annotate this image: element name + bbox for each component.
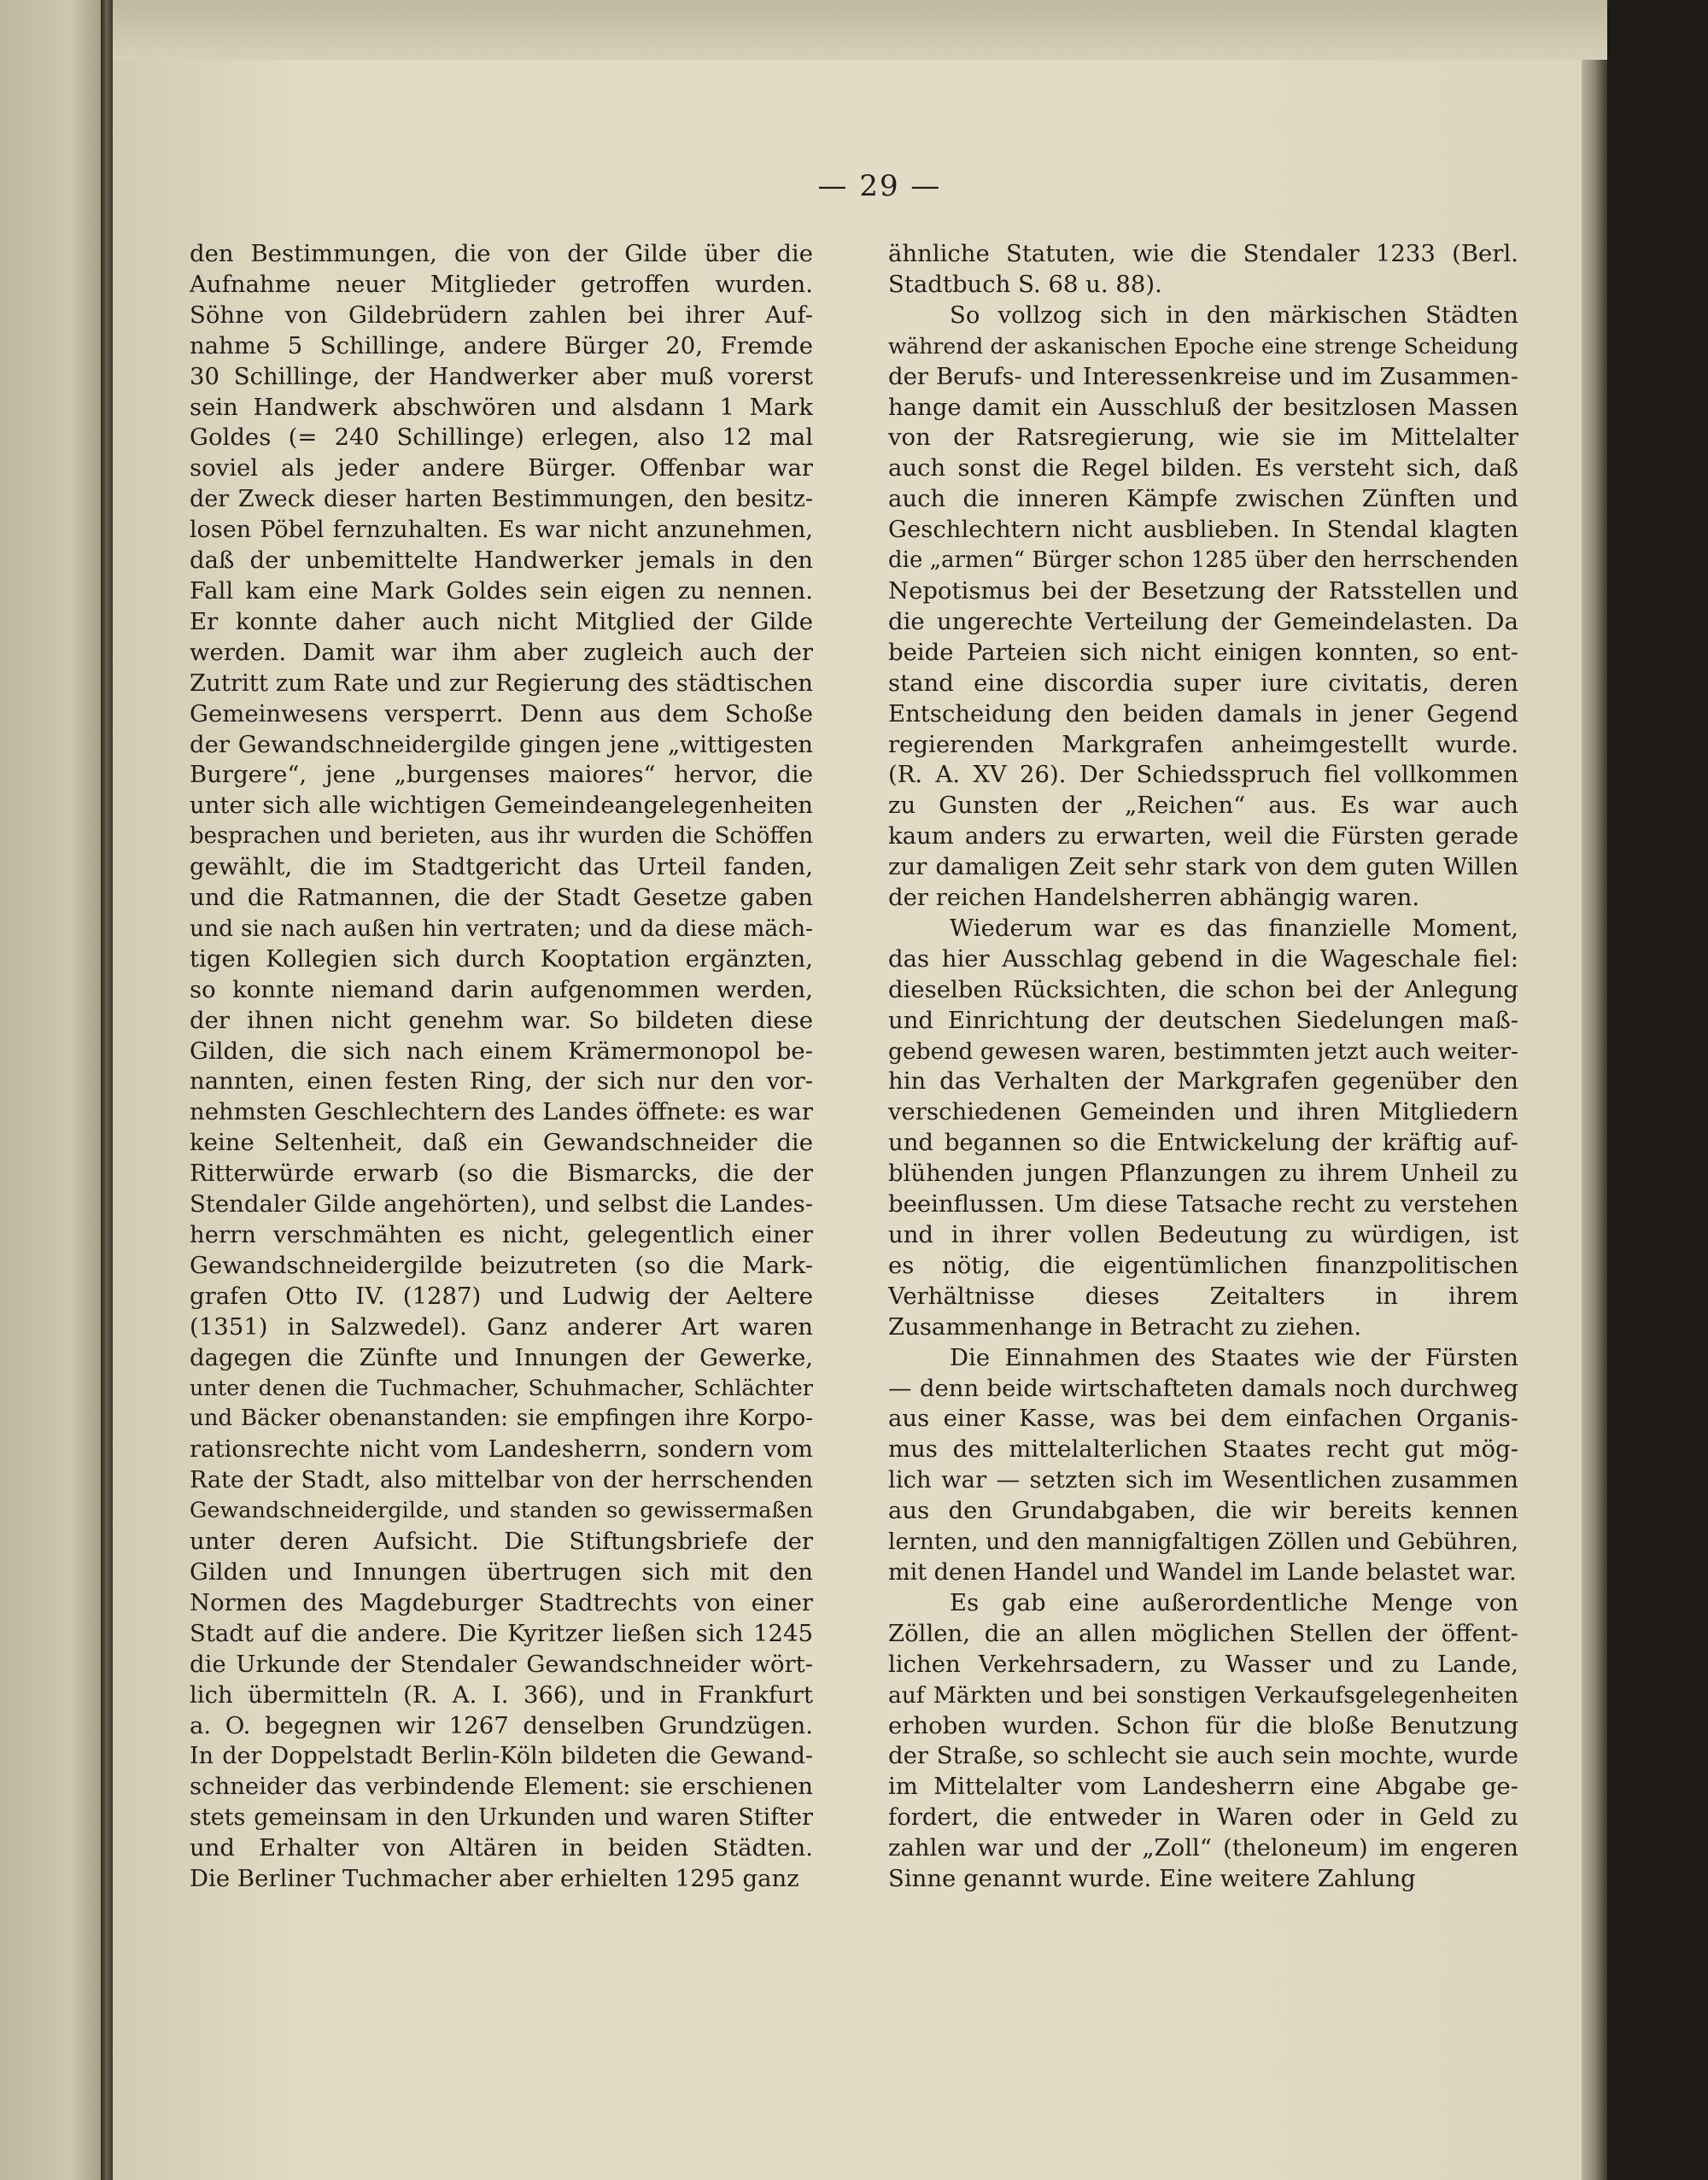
text-line: lichen Verkehrsadern, zu Wasser und zu Lande, (888, 1650, 1518, 1678)
text-line: Aufnahme neuer Mitglieder getroffen wurden. (190, 270, 813, 298)
text-line: den Bestimmungen, die von der Gilde über die (190, 240, 813, 267)
text-line: dieselben Rücksichten, die schon bei der Anlegung (888, 975, 1518, 1003)
text-line: lernten, und den mannigfaltigen Zöllen und Gebühren, (888, 1528, 1518, 1556)
text-line: zu Gunsten der „Reichen“ aus. Es war auch (888, 792, 1518, 820)
text-line: und begannen so die Entwickelung der kräftig auf- (888, 1129, 1518, 1157)
text-line: Zusammenhange in Betracht zu ziehen. (888, 1312, 1362, 1341)
text-line: und die Ratmannen, die der Stadt Gesetze gaben (190, 884, 813, 912)
text-line: beide Parteien sich nicht einigen konnten, so ent- (888, 638, 1518, 666)
text-line: Söhne von Gildebrüdern zahlen bei ihrer Auf- (190, 301, 813, 329)
text-line: soviel als jeder andere Bürger. Offenbar war (190, 454, 813, 482)
paragraph (888, 1343, 1518, 1588)
text-line: und Erhalter von Altären in beiden Städten. (190, 1834, 813, 1862)
text-line: erhoben wurden. Schon für die bloße Benutzung (888, 1711, 1518, 1739)
text-line: dagegen die Zünfte und Innungen der Gewerke, (190, 1343, 813, 1371)
text-line: mus des mittelalterlichen Staates recht gut mög- (888, 1435, 1518, 1464)
text-line: mit denen Handel und Wandel im Lande belastet war. (888, 1558, 1517, 1586)
page-number: — 29 — (817, 169, 942, 203)
text-line: tigen Kollegien sich durch Kooptation ergänzten, (190, 944, 813, 973)
paragraph (190, 239, 813, 1895)
text-line: 30 Schillinge, der Handwerker aber muß vorerst (190, 362, 813, 390)
text-line: Gewandschneidergilde beizutreten (so die Mark- (190, 1251, 813, 1279)
text-line: Stendaler Gilde angehörten), und selbst die Landes- (190, 1190, 813, 1219)
text-line: Gilden und Innungen übertrugen sich mit den (190, 1558, 813, 1586)
left-text-column (190, 239, 813, 1895)
text-line: fordert, die entweder in Waren oder in Geld zu (888, 1803, 1518, 1832)
text-line: Stadt auf die andere. Die Kyritzer ließen sich 1245 (190, 1619, 813, 1647)
text-line: sein Handwerk abschwören und alsdann 1 Mark (190, 393, 813, 421)
text-line: Gilden, die sich nach einem Krämermonopol be- (190, 1037, 813, 1065)
text-line: im Mittelalter vom Landesherrn eine Abgabe ge- (888, 1773, 1518, 1801)
text-line: stets gemeinsam in den Urkunden und waren Stifter (190, 1804, 813, 1832)
text-line: unter deren Aufsicht. Die Stiftungsbriefe der (190, 1528, 813, 1556)
paragraph (888, 1588, 1518, 1895)
text-line: schneider das verbindende Element: sie erschienen (190, 1773, 813, 1801)
text-line: es nötig, die eigentümlichen finanzpolitischen (888, 1251, 1518, 1279)
text-line: aus einer Kasse, was bei dem einfachen Organis- (888, 1405, 1518, 1433)
text-line: Fall kam eine Mark Goldes sein eigen zu nennen. (190, 576, 813, 605)
text-line: daß der unbemittelte Handwerker jemals in den (190, 546, 813, 575)
text-line: grafen Otto IV. (1287) und Ludwig der Aeltere (190, 1282, 813, 1310)
text-line: — denn beide wirtschafteten damals noch durchweg (888, 1374, 1518, 1402)
text-line: nehmsten Geschlechtern des Landes öffnete: es war (190, 1098, 813, 1126)
text-line: verschiedenen Gemeinden und ihren Mitgliedern (888, 1098, 1518, 1126)
text-line: auch die inneren Kämpfe zwischen Zünften und (888, 485, 1518, 513)
text-line: Es gab eine außerordentliche Menge von (950, 1588, 1518, 1616)
text-line: so konnte niemand darin aufgenommen werden, (190, 975, 813, 1003)
right-text-column (888, 239, 1518, 1895)
text-line: der reichen Handelsherren abhängig waren. (888, 884, 1420, 912)
paragraph (888, 301, 1518, 914)
text-line: und Bäcker obenanstanden: sie empfingen ihre Korpo- (190, 1406, 813, 1432)
text-line: die „armen“ Bürger schon 1285 über den herrschenden (888, 547, 1518, 574)
text-line: Nepotismus bei der Besetzung der Ratsstellen und (888, 576, 1518, 605)
text-line: nahme 5 Schillinge, andere Bürger 20, Fremde (190, 331, 813, 359)
text-line: Entscheidung den beiden damals in jener Gegend (888, 699, 1518, 728)
text-line: Sinne genannt wurde. Eine weitere Zahlung (888, 1865, 1416, 1893)
text-line: auch sonst die Regel bilden. Es versteht sich, daß (888, 454, 1518, 482)
text-line: kaum anders zu erwarten, weil die Fürsten gerade (888, 822, 1518, 850)
text-line: lich übermitteln (R. A. I. 366), und in Frankfurt (190, 1680, 813, 1709)
text-line: Normen des Magdeburger Stadtrechts von einer (190, 1588, 813, 1616)
paragraph (888, 914, 1518, 1343)
text-line: (1351) in Salzwedel). Ganz anderer Art waren (190, 1312, 813, 1341)
text-line: losen Pöbel fernzuhalten. Es war nicht anzunehmen, (190, 517, 813, 544)
text-line: Die Einnahmen des Staates wie der Fürsten (950, 1343, 1518, 1371)
text-line: von der Ratsregierung, wie sie im Mittelalter (888, 424, 1518, 452)
text-line: der Berufs- und Interessenkreise und im Zusammen- (888, 362, 1518, 390)
text-line: Zutritt zum Rate und zur Regierung des städtischen (190, 669, 813, 697)
text-line: der ihnen nicht genehm war. So bildeten diese (190, 1006, 813, 1034)
text-line: In der Doppelstadt Berlin-Köln bildeten die Gewand- (190, 1743, 813, 1770)
text-line: stand eine discordia super iure civitatis, deren (888, 669, 1518, 697)
text-line: a. O. begegnen wir 1267 denselben Grundzügen. (190, 1711, 813, 1739)
text-line: der Gewandschneidergilde gingen jene „wittigesten (190, 730, 813, 758)
text-line: lich war — setzten sich im Wesentlichen zusammen (888, 1466, 1518, 1494)
text-line: Goldes (= 240 Schillinge) erlegen, also 12 mal (190, 424, 813, 452)
text-line: unter sich alle wichtigen Gemeindeangelegenheiten (190, 792, 813, 820)
text-line: Gewandschneidergilde, und standen so gewissermaßen (190, 1498, 813, 1524)
page-top-shadow (113, 0, 1607, 60)
text-line: der Zweck dieser harten Bestimmungen, den besitz- (190, 486, 813, 513)
text-line: So vollzog sich in den märkischen Städten (950, 301, 1518, 329)
text-line: Rate der Stadt, also mittelbar von der herrschenden (190, 1467, 813, 1494)
text-line: und in ihrer vollen Bedeutung zu würdigen, ist (888, 1221, 1518, 1248)
text-line: Er konnte daher auch nicht Mitglied der Gilde (190, 607, 813, 635)
text-line: und Einrichtung der deutschen Siedelungen maß- (888, 1006, 1518, 1034)
paragraph (888, 239, 1518, 301)
previous-page-edge (0, 0, 101, 2180)
text-line: aus den Grundabgaben, die wir bereits kennen (888, 1497, 1518, 1525)
text-line: ähnliche Statuten, wie die Stendaler 1233 (Berl. (888, 240, 1518, 267)
text-line: keine Seltenheit, daß ein Gewandschneider die (190, 1129, 813, 1157)
text-line: werden. Damit war ihm aber zugleich auch der (190, 638, 813, 666)
text-line: Verhältnisse dieses Zeitalters in ihrem (888, 1282, 1518, 1310)
text-line: Die Berliner Tuchmacher aber erhielten 1295 ganz (190, 1865, 799, 1893)
text-line: hange damit ein Ausschluß der besitzlosen Massen (888, 393, 1518, 421)
text-line: der Straße, so schlecht sie auch sein mochte, wurde (888, 1742, 1518, 1770)
text-line: das hier Ausschlag gebend in die Wageschale fiel: (888, 944, 1518, 973)
text-line: Zöllen, die an allen möglichen Stellen der öffent- (888, 1619, 1518, 1647)
text-line: zahlen war und der „Zoll“ (theloneum) im engeren (888, 1834, 1518, 1862)
text-line: beeinflussen. Um diese Tatsache recht zu verstehen (888, 1190, 1518, 1219)
text-line: gewählt, die im Stadtgericht das Urteil fanden, (190, 853, 813, 881)
text-line: nannten, einen festen Ring, der sich nur den vor- (190, 1067, 813, 1096)
text-line: Geschlechtern nicht ausblieben. In Stendal klagten (888, 516, 1518, 544)
text-line: Gemeinwesens versperrt. Denn aus dem Schoße (190, 699, 813, 728)
text-line: herrn verschmähten es nicht, gelegentlich einer (190, 1221, 813, 1248)
text-line: Burgere“, jene „burgenses maiores“ hervor, die (190, 761, 813, 789)
text-line: Ritterwürde erwarb (so die Bismarcks, die der (190, 1160, 813, 1188)
text-line: zur damaligen Zeit sehr stark von dem guten Willen (888, 853, 1518, 881)
text-line: hin das Verhalten der Markgrafen gegenüber den (888, 1067, 1518, 1096)
book-gutter (101, 0, 113, 2180)
text-line: blühenden jungen Pflanzungen zu ihrem Unheil zu (888, 1160, 1518, 1188)
text-line: die ungerechte Verteilung der Gemeindelasten. Da (888, 607, 1518, 635)
text-line: die Urkunde der Stendaler Gewandschneider wört- (190, 1650, 813, 1678)
text-line: unter denen die Tuchmacher, Schuhmacher, Schlächter (190, 1375, 813, 1401)
text-line: rationsrechte nicht vom Landesherrn, sondern vom (190, 1435, 813, 1464)
text-line: und sie nach außen hin vertraten; und da diese mäch- (190, 915, 813, 942)
text-line: während der askanischen Epoche eine strenge Scheidung (888, 333, 1518, 359)
text-line: besprachen und berieten, aus ihr wurden die Schöffen (190, 823, 813, 850)
text-line: Stadtbuch S. 68 u. 88). (888, 270, 1162, 298)
page-right-edge (1582, 60, 1607, 2180)
text-line: regierenden Markgrafen anheimgestellt wurde. (888, 730, 1518, 758)
text-line: Wiederum war es das finanzielle Moment, (950, 914, 1518, 942)
text-line: gebend gewesen waren, bestimmten jetzt auch weiter- (888, 1037, 1518, 1065)
text-line: auf Märkten und bei sonstigen Verkaufsgelegenheiten (888, 1681, 1518, 1709)
book-cover-edge (1607, 0, 1708, 2180)
text-line: (R. A. XV 26). Der Schiedsspruch fiel vollkommen (888, 761, 1518, 789)
